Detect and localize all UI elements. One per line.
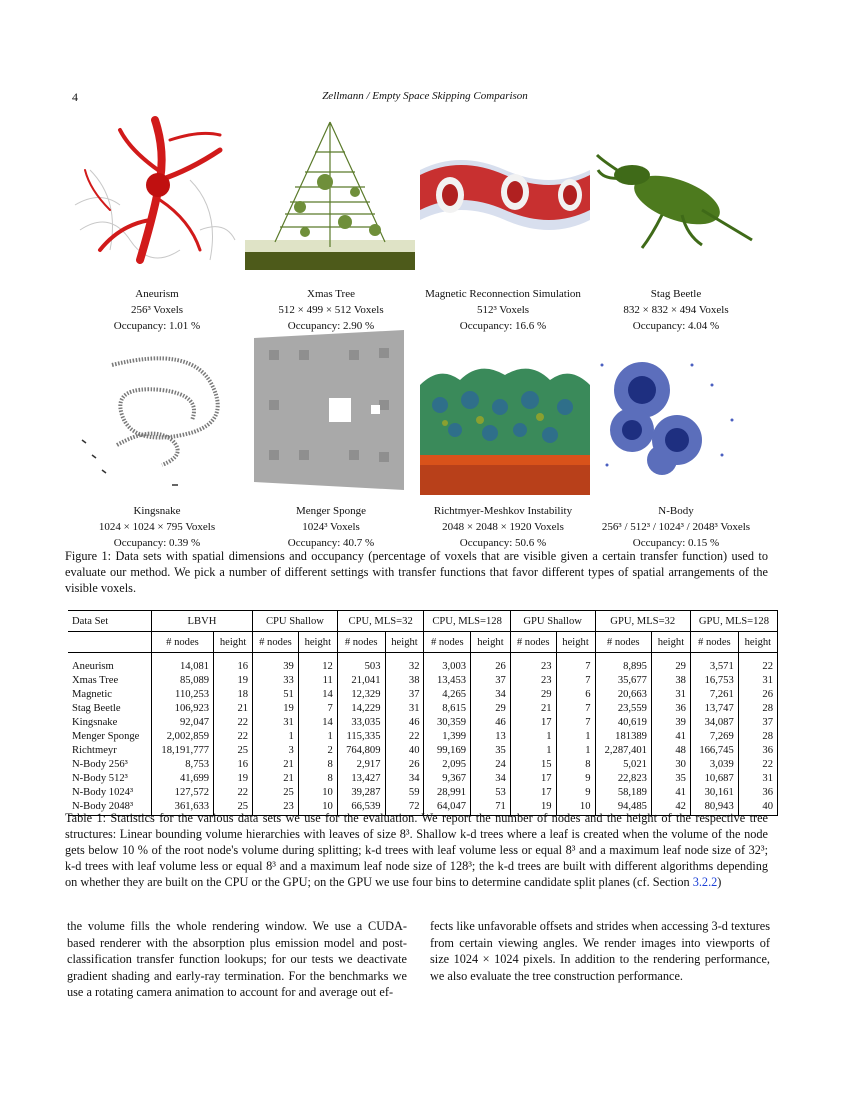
n-body-image [592, 345, 762, 485]
cell-height: 35 [651, 771, 690, 785]
cell-nodes: 23,559 [595, 701, 651, 715]
cell-nodes: 106,923 [151, 701, 213, 715]
cell-height: 16 [214, 653, 253, 674]
cell-nodes: 35,677 [595, 673, 651, 687]
cell-nodes: 66,539 [337, 799, 385, 816]
stag-beetle-image [592, 150, 762, 250]
row-name: N-Body 2048³ [68, 799, 151, 816]
cell-nodes: 166,745 [690, 743, 738, 757]
panel-dims: 256³ Voxels [130, 304, 184, 316]
cell-height: 1 [556, 729, 595, 743]
cell-nodes: 1 [510, 729, 556, 743]
cell-nodes: 9,367 [424, 771, 471, 785]
panel-occupancy: Occupancy: 1.01 % [113, 320, 201, 332]
cell-nodes: 19 [253, 701, 299, 715]
cell-nodes: 40,619 [595, 715, 651, 729]
cell-nodes: 7,261 [690, 687, 738, 701]
cell-nodes: 23 [510, 653, 556, 674]
cell-height: 34 [471, 687, 511, 701]
cell-nodes: 8,615 [424, 701, 471, 715]
header-nodes: # nodes [151, 632, 213, 653]
panel-occupancy: Occupancy: 40.7 % [287, 537, 375, 549]
cell-nodes: 39,287 [337, 785, 385, 799]
cell-nodes: 20,663 [595, 687, 651, 701]
cell-nodes: 33,035 [337, 715, 385, 729]
cell-height: 2 [298, 743, 337, 757]
cell-nodes: 14,229 [337, 701, 385, 715]
header-height: height [471, 632, 511, 653]
cell-nodes: 21 [253, 771, 299, 785]
panel-stag-beetle [586, 286, 766, 334]
header-group: LBVH [151, 611, 252, 632]
panel-dims: 2048 × 2048 × 1920 Voxels [442, 521, 564, 533]
header-empty [68, 632, 151, 653]
cell-nodes: 3 [253, 743, 299, 757]
cell-height: 13 [471, 729, 511, 743]
cell-nodes: 30,161 [690, 785, 738, 799]
panel-dims: 1024³ Voxels [302, 521, 360, 533]
cell-height: 22 [214, 785, 253, 799]
cell-height: 24 [471, 757, 511, 771]
running-title: Zellmann / Empty Space Skipping Comparison [322, 90, 528, 102]
cell-height: 25 [214, 799, 253, 816]
cell-nodes: 18,191,777 [151, 743, 213, 757]
cell-nodes: 7,269 [690, 729, 738, 743]
cell-nodes: 10,687 [690, 771, 738, 785]
cell-nodes: 85,089 [151, 673, 213, 687]
row-name: Richtmeyr [72, 744, 117, 756]
cell-nodes: 115,335 [337, 729, 385, 743]
cell-nodes: 3,003 [424, 653, 471, 674]
page-number: 4 [72, 90, 78, 104]
row-name: Magnetic [72, 688, 113, 700]
header-data-set: Data Set [68, 611, 151, 632]
panel-dims: 832 × 832 × 494 Voxels [623, 304, 729, 316]
cell-nodes: 16,753 [690, 673, 738, 687]
panel-dims: 512 × 499 × 512 Voxels [278, 304, 384, 316]
cell-height: 11 [298, 673, 337, 687]
cell-height: 22 [738, 757, 777, 771]
cell-nodes: 14,081 [151, 653, 213, 674]
header-group: CPU, MLS=128 [424, 611, 510, 632]
panel-n-body [586, 503, 766, 551]
figure-caption: Figure 1: Data sets with spatial dimensions and occupancy (percentage of voxels that are visible given a certain transfer function) used to evaluate our method. We pick a number of different settings with transfer functions that favor different types of spatial arrangements of the visible voxels. [65, 549, 768, 595]
cell-nodes: 99,169 [424, 743, 471, 757]
cell-nodes: 5,021 [595, 757, 651, 771]
cell-height: 9 [556, 771, 595, 785]
cell-height: 29 [651, 653, 690, 674]
richtmyer-image [420, 345, 590, 495]
stats-table [68, 610, 778, 816]
panel-name: Xmas Tree [307, 288, 355, 300]
cell-nodes: 110,253 [151, 687, 213, 701]
cell-nodes: 92,047 [151, 715, 213, 729]
header-nodes: # nodes [424, 632, 471, 653]
row-name: Kingsnake [72, 716, 118, 728]
cell-height: 14 [298, 687, 337, 701]
cell-height: 7 [298, 701, 337, 715]
cell-height: 26 [471, 653, 511, 674]
table-row [68, 701, 778, 715]
cell-nodes: 3,039 [690, 757, 738, 771]
cell-nodes: 41,699 [151, 771, 213, 785]
header-group: GPU, MLS=32 [595, 611, 690, 632]
panel-name: Aneurism [135, 288, 179, 300]
cell-height: 8 [298, 771, 337, 785]
panel-richtmyer [413, 503, 593, 551]
cell-height: 37 [385, 687, 424, 701]
table-row [68, 673, 778, 687]
cell-nodes: 8,753 [151, 757, 213, 771]
panel-menger-sponge [241, 503, 421, 551]
panel-occupancy: Occupancy: 16.6 % [459, 320, 547, 332]
cell-nodes: 12,329 [337, 687, 385, 701]
cell-nodes: 17 [510, 715, 556, 729]
cell-nodes: 127,572 [151, 785, 213, 799]
header-height: height [385, 632, 424, 653]
header-height: height [738, 632, 777, 653]
panel-occupancy: Occupancy: 4.04 % [632, 320, 720, 332]
body-text-right: fects like unfavorable offsets and strides when accessing 3-d textures from certain viewing angles. We render images into viewports of size 1024 × 1024 pixels. In addition to the rendering performance, we also evaluate the tree construction performance. [430, 919, 770, 983]
panel-name: Magnetic Reconnection Simulation [425, 288, 581, 300]
panel-magnetic [413, 286, 593, 334]
cell-nodes: 1,399 [424, 729, 471, 743]
panel-name: Kingsnake [133, 505, 181, 517]
cell-height: 22 [214, 729, 253, 743]
row-name: N-Body 1024³ [72, 786, 134, 798]
cell-nodes: 19 [510, 799, 556, 816]
cell-height: 39 [651, 715, 690, 729]
cell-nodes: 21 [253, 757, 299, 771]
cell-nodes: 64,047 [424, 799, 471, 816]
cell-height: 48 [651, 743, 690, 757]
cell-height: 46 [385, 715, 424, 729]
cell-height: 22 [385, 729, 424, 743]
cell-height: 31 [385, 701, 424, 715]
cell-height: 40 [738, 799, 777, 816]
cell-height: 7 [556, 653, 595, 674]
header-group: GPU, MLS=128 [690, 611, 777, 632]
cell-nodes: 13,427 [337, 771, 385, 785]
header-height: height [651, 632, 690, 653]
cell-height: 22 [738, 653, 777, 674]
xmas-tree-image [245, 112, 415, 272]
cell-height: 53 [471, 785, 511, 799]
cell-height: 31 [738, 673, 777, 687]
cell-height: 38 [385, 673, 424, 687]
panel-kingsnake [67, 503, 247, 551]
cell-height: 31 [651, 687, 690, 701]
row-name: Menger Sponge [72, 730, 140, 742]
table-row [68, 729, 778, 743]
header-group: CPU Shallow [253, 611, 338, 632]
header-nodes: # nodes [595, 632, 651, 653]
table-row [68, 687, 778, 701]
cell-height: 18 [214, 687, 253, 701]
cell-height: 38 [651, 673, 690, 687]
table-sub-header [68, 632, 778, 653]
cell-nodes: 17 [510, 785, 556, 799]
cell-height: 26 [738, 687, 777, 701]
cell-nodes: 764,809 [337, 743, 385, 757]
section-link[interactable]: 3.2.2 [692, 875, 718, 889]
header-group: CPU, MLS=32 [337, 611, 424, 632]
header-nodes: # nodes [253, 632, 299, 653]
cell-nodes: 3,571 [690, 653, 738, 674]
cell-height: 32 [385, 653, 424, 674]
table-row [68, 653, 778, 674]
cell-nodes: 2,095 [424, 757, 471, 771]
cell-nodes: 2,917 [337, 757, 385, 771]
cell-height: 1 [556, 743, 595, 757]
panel-name: N-Body [658, 505, 694, 517]
cell-height: 14 [298, 715, 337, 729]
panel-name: Menger Sponge [296, 505, 366, 517]
cell-nodes: 34,087 [690, 715, 738, 729]
table-row [68, 715, 778, 729]
cell-nodes: 15 [510, 757, 556, 771]
row-name: N-Body 512³ [72, 772, 128, 784]
header-group: GPU Shallow [510, 611, 595, 632]
panel-occupancy: Occupancy: 50.6 % [459, 537, 547, 549]
table-group-header [68, 611, 778, 632]
cell-height: 8 [556, 757, 595, 771]
header-height: height [298, 632, 337, 653]
cell-height: 31 [738, 771, 777, 785]
cell-nodes: 29 [510, 687, 556, 701]
panel-dims: 1024 × 1024 × 795 Voxels [98, 521, 216, 533]
cell-nodes: 361,633 [151, 799, 213, 816]
table-caption-text: Table 1: Statistics for the various data sets we use for the evaluation. We report the number of nodes and the height of the respective tree structures: Linear bounding volume hierarchies with leaves of size 8³. Shallow k-d trees where a leaf is created when the volume of the node gets below 10 % of the root node's volume during splitting; k-d trees with leaf volume less or equal 8³ and a maximum leaf node size of 32³; k-d trees with leaf volume less or equal 8³ and a maximum leaf node size of 128³; the k-d trees are built with different algorithms depending on whether they are built on the CPU or the GPU; on the GPU we use four bins to determine candidate split planes (cf. Section [65, 811, 768, 889]
cell-nodes: 13,453 [424, 673, 471, 687]
cell-height: 36 [651, 701, 690, 715]
cell-height: 29 [471, 701, 511, 715]
cell-nodes: 23 [510, 673, 556, 687]
table-row [68, 785, 778, 799]
cell-nodes: 30,359 [424, 715, 471, 729]
cell-nodes: 25 [253, 785, 299, 799]
body-text-left: the volume fills the whole rendering window. We use a CUDA-based renderer with the absorption plus emission model and post-classification transfer function lookups; for our tests we deactivate gradient shading and early-ray termination. For the benchmarks we use a rotating camera animation to account for and average out ef- [67, 919, 407, 999]
row-name: N-Body 256³ [72, 758, 128, 770]
cell-height: 36 [738, 743, 777, 757]
panel-dims: 256³ / 512³ / 1024³ / 2048³ Voxels [601, 521, 751, 533]
header-nodes: # nodes [690, 632, 738, 653]
cell-nodes: 28,991 [424, 785, 471, 799]
cell-height: 8 [298, 757, 337, 771]
row-name: Aneurism [72, 660, 114, 672]
table-row [68, 757, 778, 771]
cell-nodes: 17 [510, 771, 556, 785]
panel-name: Stag Beetle [650, 288, 702, 300]
cell-height: 46 [471, 715, 511, 729]
cell-nodes: 503 [337, 653, 385, 674]
cell-height: 34 [471, 771, 511, 785]
cell-height: 16 [214, 757, 253, 771]
table-row [68, 743, 778, 757]
cell-nodes: 8,895 [595, 653, 651, 674]
cell-height: 28 [738, 701, 777, 715]
cell-height: 10 [298, 785, 337, 799]
cell-nodes: 2,002,859 [151, 729, 213, 743]
table-caption [65, 810, 768, 890]
menger-sponge-image [254, 330, 404, 490]
panel-xmas-tree [241, 286, 421, 334]
cell-nodes: 94,485 [595, 799, 651, 816]
cell-height: 1 [298, 729, 337, 743]
cell-nodes: 1 [253, 729, 299, 743]
cell-height: 35 [471, 743, 511, 757]
magnetic-image [420, 140, 590, 240]
cell-height: 7 [556, 715, 595, 729]
cell-height: 12 [298, 653, 337, 674]
cell-height: 7 [556, 673, 595, 687]
cell-height: 9 [556, 785, 595, 799]
cell-height: 41 [651, 729, 690, 743]
cell-height: 59 [385, 785, 424, 799]
panel-occupancy: Occupancy: 0.15 % [632, 537, 720, 549]
row-name: Xmas Tree [72, 674, 119, 686]
cell-nodes: 22,823 [595, 771, 651, 785]
row-name: Stag Beetle [72, 702, 121, 714]
cell-nodes: 80,943 [690, 799, 738, 816]
cell-nodes: 23 [253, 799, 299, 816]
panel-occupancy: Occupancy: 2.90 % [287, 320, 375, 332]
header-nodes: # nodes [510, 632, 556, 653]
cell-height: 6 [556, 687, 595, 701]
cell-nodes: 21 [510, 701, 556, 715]
cell-nodes: 31 [253, 715, 299, 729]
header-height: height [556, 632, 595, 653]
header-height: height [214, 632, 253, 653]
cell-height: 30 [651, 757, 690, 771]
aneurism-image [70, 110, 240, 280]
table-body [68, 653, 778, 816]
cell-height: 10 [298, 799, 337, 816]
cell-height: 19 [214, 771, 253, 785]
cell-height: 10 [556, 799, 595, 816]
cell-height: 72 [385, 799, 424, 816]
cell-height: 26 [385, 757, 424, 771]
cell-height: 19 [214, 673, 253, 687]
cell-height: 71 [471, 799, 511, 816]
cell-height: 25 [214, 743, 253, 757]
cell-height: 37 [738, 715, 777, 729]
cell-height: 34 [385, 771, 424, 785]
cell-height: 7 [556, 701, 595, 715]
cell-height: 21 [214, 701, 253, 715]
cell-height: 36 [738, 785, 777, 799]
cell-height: 41 [651, 785, 690, 799]
cell-height: 28 [738, 729, 777, 743]
cell-nodes: 1 [510, 743, 556, 757]
panel-aneurism [67, 286, 247, 334]
cell-nodes: 4,265 [424, 687, 471, 701]
cell-height: 40 [385, 743, 424, 757]
cell-nodes: 39 [253, 653, 299, 674]
panel-occupancy: Occupancy: 0.39 % [113, 537, 201, 549]
cell-nodes: 58,189 [595, 785, 651, 799]
header-nodes: # nodes [337, 632, 385, 653]
cell-nodes: 33 [253, 673, 299, 687]
cell-height: 37 [471, 673, 511, 687]
cell-nodes: 2,287,401 [595, 743, 651, 757]
table-row [68, 771, 778, 785]
cell-height: 22 [214, 715, 253, 729]
cell-height: 42 [651, 799, 690, 816]
cell-nodes: 13,747 [690, 701, 738, 715]
panel-name: Richtmyer-Meshkov Instability [433, 505, 573, 517]
cell-nodes: 181389 [595, 729, 651, 743]
table-caption-end: ) [717, 875, 722, 889]
cell-nodes: 21,041 [337, 673, 385, 687]
cell-nodes: 51 [253, 687, 299, 701]
panel-dims: 512³ Voxels [476, 304, 530, 316]
kingsnake-image [72, 345, 242, 495]
